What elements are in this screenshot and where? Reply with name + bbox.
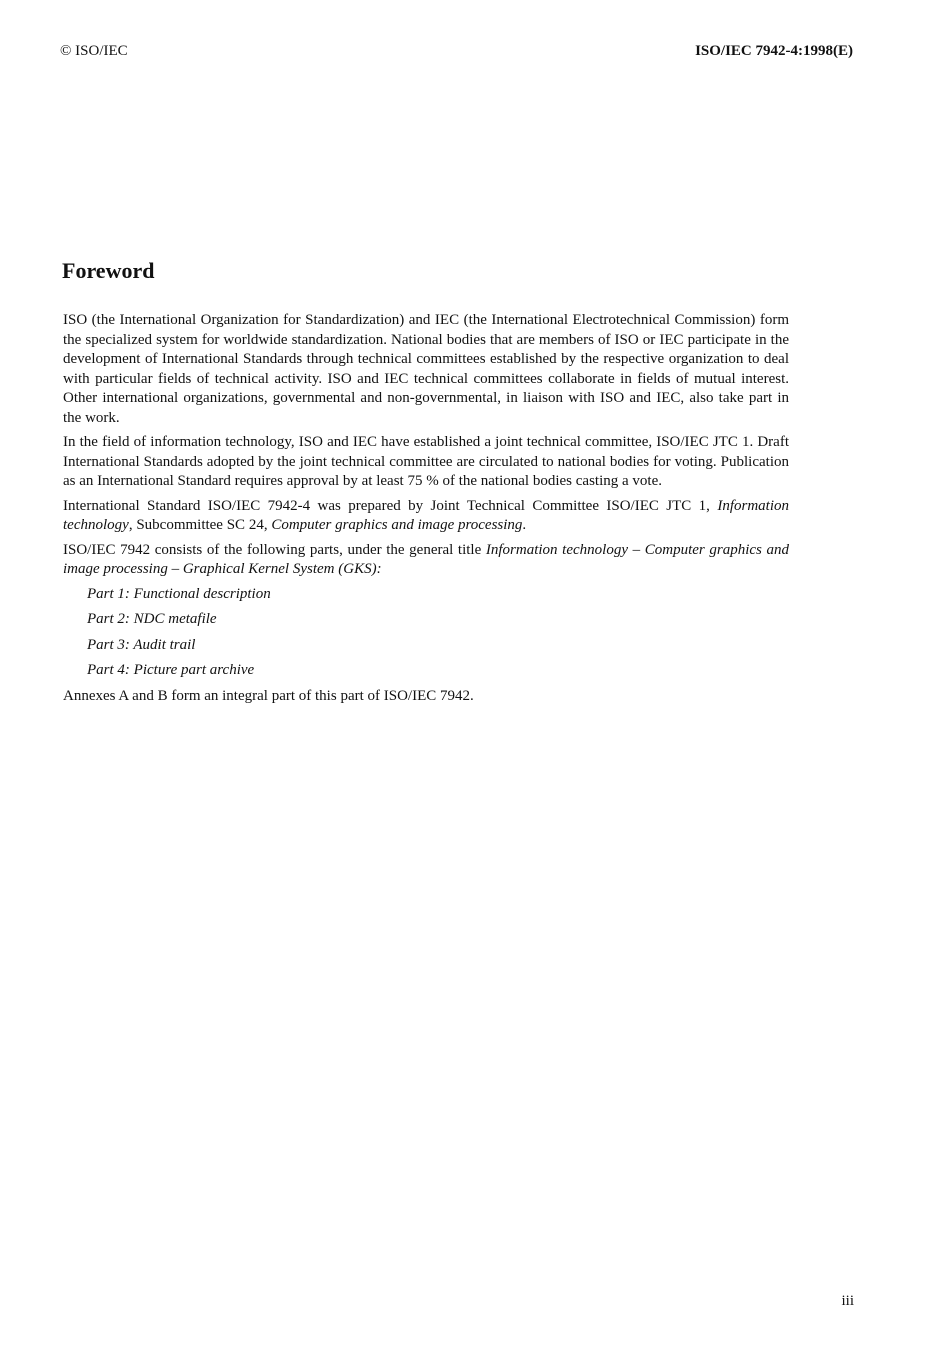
committee-title: Information technology — [63, 497, 789, 533]
subcommittee-title: Computer graphics and image processing — [271, 517, 523, 533]
header-copyright: © ISO/IEC — [60, 43, 128, 59]
general-title: Information technology – Computer graphics and image processing – Graphical Kernel System (GKS): — [63, 541, 789, 577]
prepared-by-text-1: International Standard ISO/IEC 7942-4 was prepared by Joint Technical Committee ISO/IEC JTC 1, — [63, 497, 718, 514]
paragraph-prepared-by — [63, 497, 789, 536]
paragraph-jtc1: In the field of information technology, ISO and IEC have established a joint technical committee, ISO/IEC JTC 1. Draft International Standards adopted by the joint technical committee are circulated to national bodies for voting. Publication as an International Standard requires approval by at least 75 % of the national bodies casting a vote. — [63, 434, 789, 489]
list-item-part-1: Part 1: Functional description — [87, 585, 271, 602]
parts-intro-text: ISO/IEC 7942 consists of the following parts, under the general title — [63, 541, 486, 558]
prepared-by-text-2: , Subcommittee SC 24, — [128, 517, 272, 533]
paragraph-annexes: Annexes A and B form an integral part of this part of ISO/IEC 7942. — [63, 687, 474, 704]
paragraph-parts-intro — [63, 541, 789, 580]
foreword-body — [63, 311, 789, 711]
paragraph-iso-iec-intro: ISO (the International Organization for Standardization) and IEC (the International Electrotechnical Commission) form the specialized system for worldwide standardization. National bodies that are members of ISO or IEC participate in the development of International Standards through technical committees established by the respective organization to deal with particular fields of technical activity. ISO and IEC technical committees collaborate in fields of mutual interest. Other international organizations, governmental and non-governmental, in liaison with ISO and IEC, also take part in the work. — [63, 312, 789, 426]
list-item-part-2: Part 2: NDC metafile — [87, 611, 217, 627]
page-number: iii — [841, 1293, 854, 1309]
header-document-id: ISO/IEC 7942-4:1998(E) — [695, 43, 853, 59]
page-title: Foreword — [62, 258, 155, 283]
list-item-part-4: Part 4: Picture part archive — [87, 662, 255, 678]
prepared-by-text-3: . — [522, 517, 527, 533]
list-item-part-3: Part 3: Audit trail — [87, 636, 196, 653]
